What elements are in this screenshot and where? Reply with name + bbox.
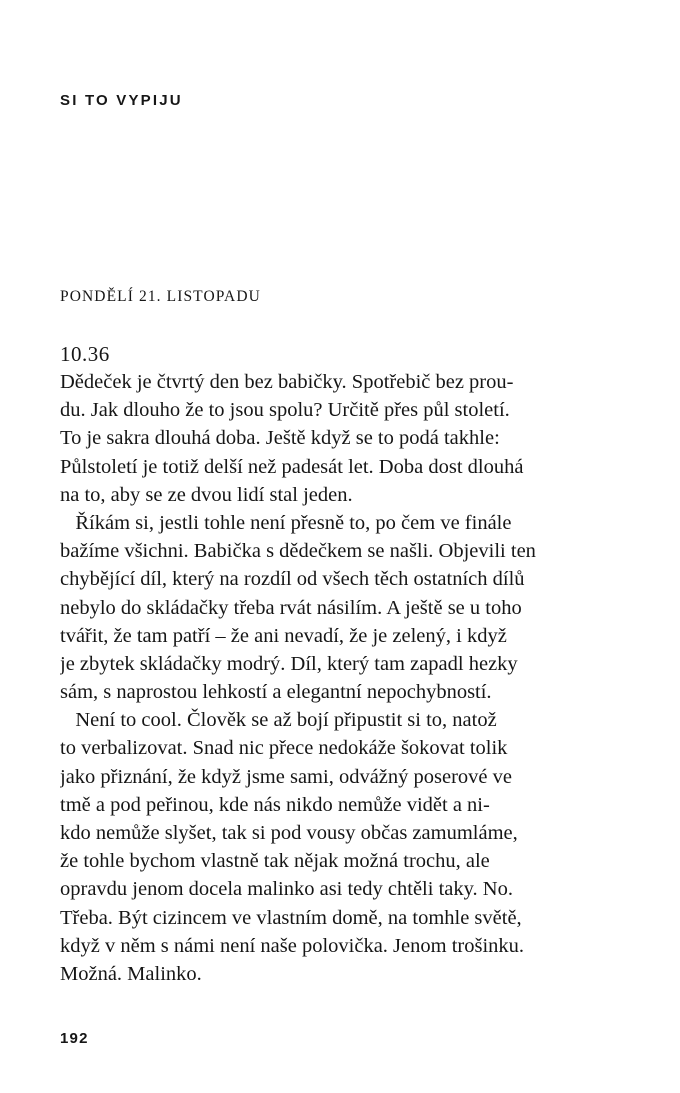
text-line: nebylo do skládačky třeba rvát násilím. A ještě se u toho [60,596,522,619]
text-line: du. Jak dlouho že to jsou spolu? Určitě přes půl století. [60,399,510,422]
text-line: To je sakra dlouhá doba. Ještě když se to podá takhle: [60,427,500,450]
text-line: to verbalizovat. Snad nic přece nedokáže šokovat tolik [60,737,508,760]
text-line: chybějící díl, který na rozdíl od všech těch ostatních dílů [60,568,525,591]
text-line: že tohle bychom vlastně tak nějak možná trochu, ale [60,850,490,873]
time-stamp: 10.36 [60,342,110,366]
text-line: Půlstoletí je totiž delší než padesát let. Doba dost dlouhá [60,455,524,478]
text-line: Není to cool. Člověk se až bojí připustit si to, natož [60,709,497,732]
text-line: tmě a pod peřinou, kde nás nikdo nemůže vidět a ni- [60,793,490,816]
text-line: sám, s naprostou lehkostí a elegantní nepochybností. [60,681,492,704]
body-text [60,368,595,988]
text-line: opravdu jenom docela malinko asi tedy chtěli taky. No. [60,878,513,901]
page-number: 192 [60,1030,89,1047]
running-head: SI TO VYPIJU [60,92,183,109]
text-line: je zbytek skládačky modrý. Díl, který tam zapadl hezky [60,652,518,675]
text-line: tvářit, že tam patří – že ani nevadí, že je zelený, i když [60,624,507,647]
text-line: Dědeček je čtvrtý den bez babičky. Spotřebič bez prou- [60,371,514,393]
text-line: na to, aby se ze dvou lidí stal jeden. [60,483,353,506]
text-line: Říkám si, jestli tohle není přesně to, po čem ve finále [60,511,512,534]
text-line: kdo nemůže slyšet, tak si pod vousy občas zamumláme, [60,822,518,844]
date-heading: PONDĚLÍ 21. LISTOPADU [60,288,261,305]
text-line: Třeba. Být cizincem ve vlastním domě, na tomhle světě, [60,906,522,929]
text-line: bažíme všichni. Babička s dědečkem se našli. Objevili ten [60,540,536,563]
text-line: jako přiznání, že když jsme sami, odvážný poserové ve [60,765,512,788]
text-line: Možná. Malinko. [60,962,202,985]
text-line: když v něm s námi není naše polovička. Jenom trošinku. [60,934,525,957]
